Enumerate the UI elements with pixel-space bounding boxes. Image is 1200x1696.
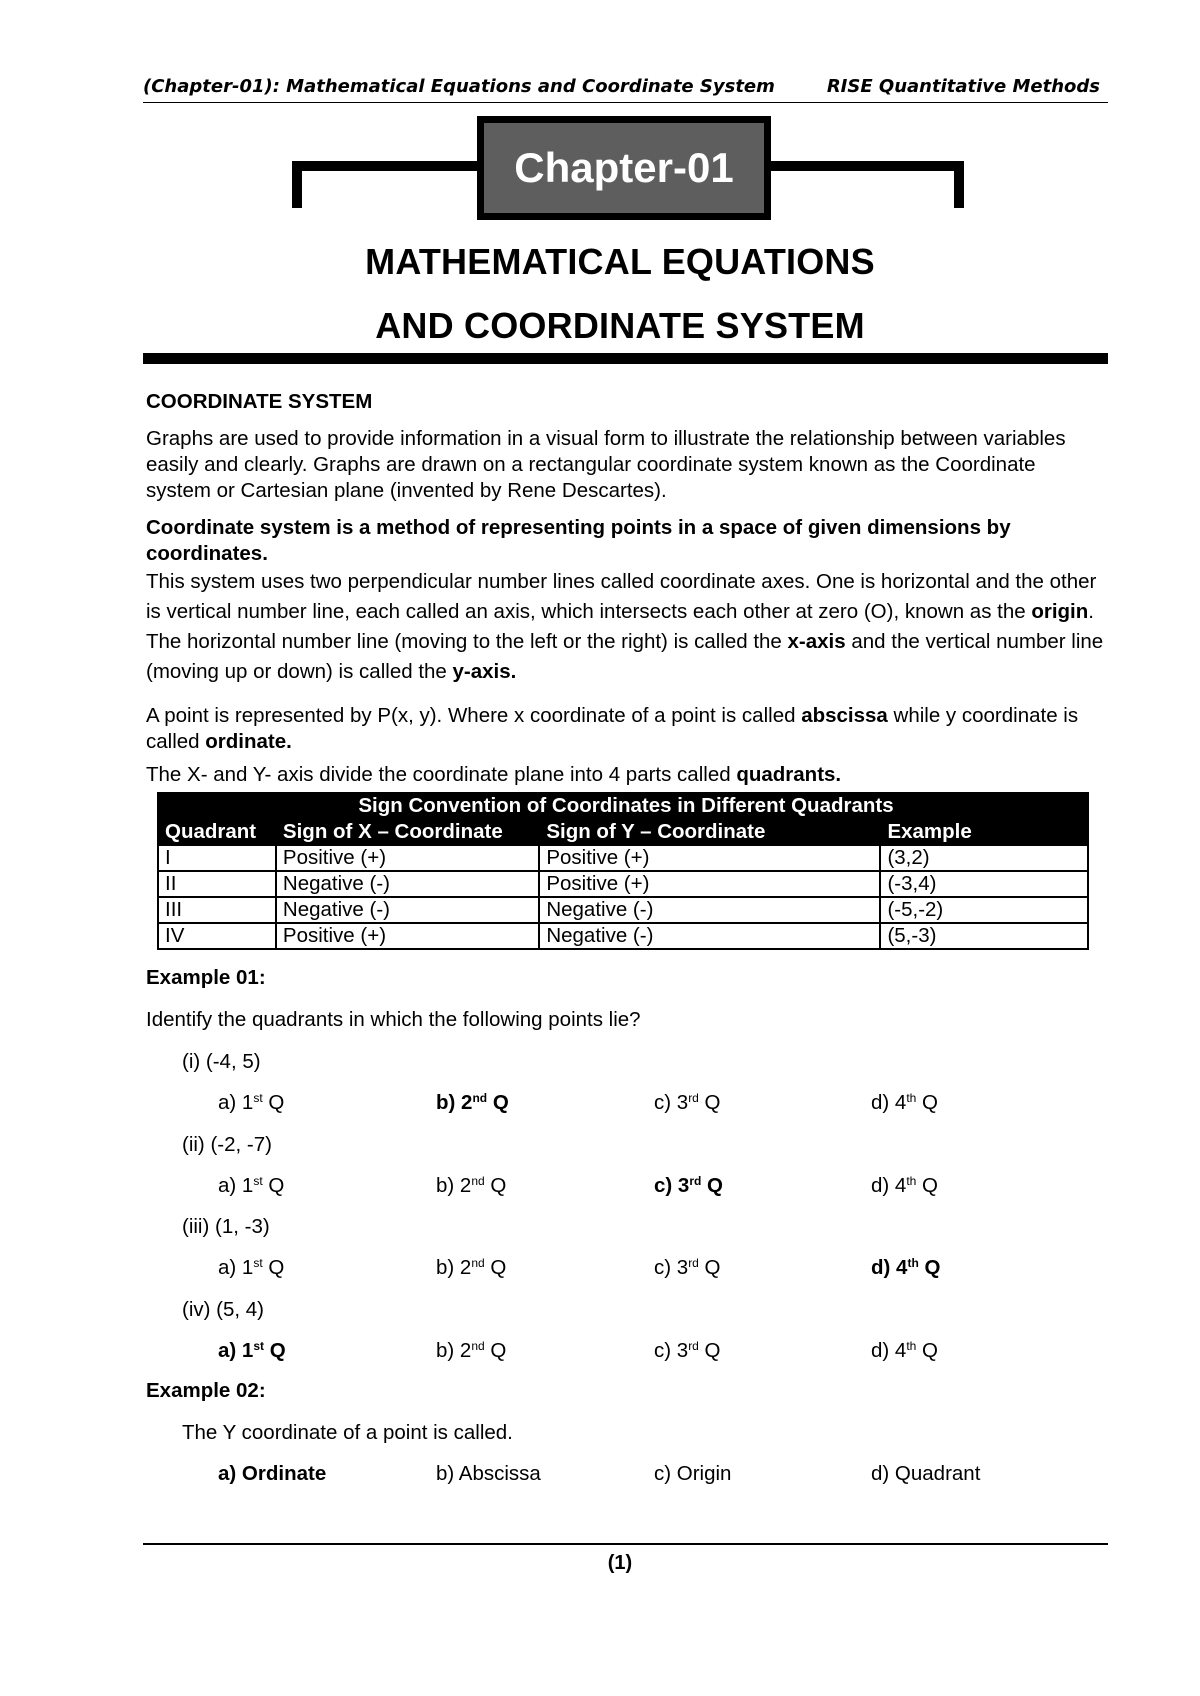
table-cell: Positive (+) <box>539 871 880 897</box>
header-right: RISE Quantitative Methods <box>826 76 1100 97</box>
example1-option <box>871 1090 938 1116</box>
example1-option <box>654 1090 721 1116</box>
example2-option: c) Origin <box>654 1462 732 1485</box>
option-text: a) 1 <box>218 1339 254 1362</box>
example1-option <box>871 1338 938 1364</box>
table-cell: IV <box>158 923 276 949</box>
example2-option: a) Ordinate <box>218 1462 327 1485</box>
axes-text-3: and the vertical number line (moving up or down) is called the <box>146 630 1104 683</box>
option-text: c) 3 <box>654 1091 689 1114</box>
example1-option <box>654 1338 721 1364</box>
example2-question: The Y coordinate of a point is called. <box>182 1421 513 1444</box>
option-suffix: st <box>253 1091 263 1105</box>
header-left: (Chapter-01): Mathematical Equations and Coordinate System <box>143 76 775 97</box>
option-text: Q <box>262 1091 285 1114</box>
option-suffix: rd <box>688 1091 699 1105</box>
table-row <box>158 871 1088 897</box>
option-text: Q <box>262 1256 285 1279</box>
option-suffix: rd <box>688 1256 699 1270</box>
option-text: Q <box>701 1174 723 1197</box>
title-rule <box>143 353 1108 364</box>
example1-item-label: (iii) (1, -3) <box>182 1215 270 1238</box>
quadrant-paragraph <box>146 762 1106 788</box>
table-row <box>158 923 1088 949</box>
example1-option <box>436 1173 506 1199</box>
intro-paragraph: Graphs are used to provide information in a visual form to illustrate the relationship between variables easily and clearly. Graphs are drawn on a rectangular coordinate system known as the Coordinate system or Cartesian plane (invented by Rene Descartes). <box>146 427 1066 502</box>
axes-text-1: This system uses two perpendicular number lines called coordinate axes. One is horizontal and the other is vertical number line, each called an axis, which intersects each other at zero (O), known as the <box>146 570 1097 623</box>
table-header: Sign of X – Coordinate <box>276 819 539 845</box>
section-heading: COORDINATE SYSTEM <box>146 390 373 413</box>
example1-option <box>654 1255 721 1281</box>
option-suffix: nd <box>471 1339 485 1353</box>
option-suffix: th <box>906 1174 917 1188</box>
option-suffix: rd <box>688 1339 699 1353</box>
example1-option <box>436 1090 509 1116</box>
chapter-title-line2: AND COORDINATE SYSTEM <box>375 305 865 346</box>
definition-paragraph: Coordinate system is a method of representing points in a space of given dimensions by coordinates. <box>146 516 1011 565</box>
table-row <box>158 845 1088 871</box>
option-text: Q <box>916 1091 938 1114</box>
example1-option <box>436 1255 506 1281</box>
option-text: b) 2 <box>436 1339 472 1362</box>
example1-option <box>218 1173 284 1199</box>
option-text: b) 2 <box>436 1174 472 1197</box>
example1-option <box>436 1338 506 1364</box>
option-text: d) 4 <box>871 1091 907 1114</box>
option-text: a) 1 <box>218 1091 254 1114</box>
option-text: Q <box>487 1091 509 1114</box>
page-number: (1) <box>607 1552 633 1574</box>
option-suffix: st <box>253 1339 264 1353</box>
option-suffix: nd <box>471 1174 485 1188</box>
example1-item-label: (iv) (5, 4) <box>182 1298 264 1321</box>
ordinate-term: ordinate. <box>205 730 292 753</box>
table-header: Example <box>880 819 1088 845</box>
example2-option: b) Abscissa <box>436 1462 541 1485</box>
table-cell: Negative (-) <box>276 897 539 923</box>
banner-right-leg <box>954 161 964 208</box>
chapter-label: Chapter-01 <box>484 123 764 213</box>
axes-paragraph <box>146 567 1106 687</box>
option-text: c) 3 <box>654 1339 689 1362</box>
option-text: b) 2 <box>436 1256 472 1279</box>
option-text: Q <box>918 1256 941 1279</box>
option-text: Q <box>698 1256 721 1279</box>
x-axis-term: x-axis <box>787 630 846 653</box>
table-cell: Positive (+) <box>539 845 880 871</box>
table-row <box>158 897 1088 923</box>
option-text: Q <box>484 1339 507 1362</box>
table-cell: (5,-3) <box>880 923 1088 949</box>
table-caption: Sign Convention of Coordinates in Different Quadrants <box>158 793 1088 819</box>
option-text: d) 4 <box>871 1256 908 1279</box>
option-text: Q <box>698 1091 721 1114</box>
table-cell: (-3,4) <box>880 871 1088 897</box>
option-suffix: rd <box>689 1174 702 1188</box>
option-suffix: nd <box>471 1256 485 1270</box>
table-cell: Negative (-) <box>539 923 880 949</box>
example2-heading: Example 02: <box>146 1379 266 1402</box>
option-suffix: nd <box>472 1091 488 1105</box>
option-text: Q <box>916 1174 938 1197</box>
option-text: a) 1 <box>218 1174 254 1197</box>
origin-term: origin <box>1031 600 1089 623</box>
table-cell: Negative (-) <box>276 871 539 897</box>
table-cell: III <box>158 897 276 923</box>
point-text-1: A point is represented by P(x, y). Where x coordinate of a point is called <box>146 704 802 727</box>
option-text: Q <box>916 1339 938 1362</box>
option-text: b) 2 <box>436 1091 473 1114</box>
example1-option <box>218 1255 284 1281</box>
example1-option <box>654 1173 723 1199</box>
abscissa-term: abscissa <box>801 704 888 727</box>
table-cell: Positive (+) <box>276 845 539 871</box>
example1-item-label: (ii) (-2, -7) <box>182 1133 272 1156</box>
option-text: Q <box>484 1256 507 1279</box>
example1-heading: Example 01: <box>146 966 266 989</box>
sign-convention-table <box>157 792 1089 950</box>
example1-item-label: (i) (-4, 5) <box>182 1050 261 1073</box>
option-text: Q <box>698 1339 721 1362</box>
option-suffix: th <box>906 1339 917 1353</box>
option-text: c) 3 <box>654 1256 689 1279</box>
banner-left-leg <box>292 161 302 208</box>
point-text-2: while y coordinate is called <box>146 704 1079 753</box>
chapter-title-line1: MATHEMATICAL EQUATIONS <box>365 241 875 282</box>
option-suffix: th <box>906 1091 917 1105</box>
y-axis-term: y-axis. <box>452 660 517 683</box>
table-cell: (3,2) <box>880 845 1088 871</box>
option-text: d) 4 <box>871 1174 907 1197</box>
option-suffix: th <box>907 1256 919 1270</box>
axes-text-2: . The horizontal number line (moving to the left or the right) is called the <box>146 600 1094 653</box>
example2-option: d) Quadrant <box>871 1462 981 1485</box>
example1-option <box>218 1090 284 1116</box>
table-cell: I <box>158 845 276 871</box>
table-cell: II <box>158 871 276 897</box>
option-text: d) 4 <box>871 1339 907 1362</box>
table-cell: Negative (-) <box>539 897 880 923</box>
quadrants-term: quadrants. <box>736 763 842 786</box>
option-text: Q <box>484 1174 507 1197</box>
option-text: a) 1 <box>218 1256 254 1279</box>
option-text: Q <box>262 1174 285 1197</box>
table-header: Sign of Y – Coordinate <box>539 819 880 845</box>
option-suffix: st <box>253 1256 263 1270</box>
running-header <box>143 74 1108 103</box>
option-text: Q <box>264 1339 286 1362</box>
example1-option <box>218 1338 286 1364</box>
point-paragraph <box>146 703 1106 755</box>
table-cell: (-5,-2) <box>880 897 1088 923</box>
option-suffix: st <box>253 1174 263 1188</box>
example1-option <box>871 1255 940 1281</box>
table-cell: Positive (+) <box>276 923 539 949</box>
example1-question: Identify the quadrants in which the following points lie? <box>146 1008 641 1031</box>
table-header: Quadrant <box>158 819 276 845</box>
quadrant-text-1: The X- and Y- axis divide the coordinate plane into 4 parts called <box>146 763 737 786</box>
example1-option <box>871 1173 938 1199</box>
footer-rule <box>143 1543 1108 1545</box>
option-text: c) 3 <box>654 1174 690 1197</box>
